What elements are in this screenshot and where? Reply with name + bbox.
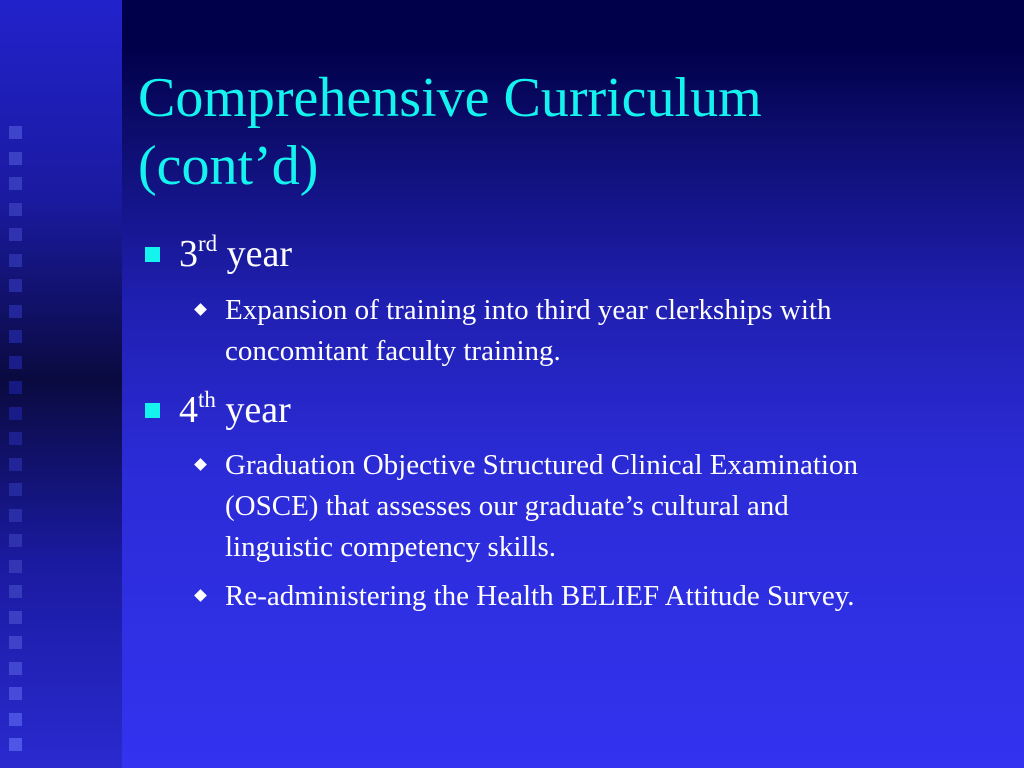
title-line-2: (cont’d): [138, 135, 319, 197]
decorative-square: [9, 483, 22, 496]
diamond-bullet-icon: [194, 589, 207, 602]
decorative-square: [9, 254, 22, 267]
sub-bullet-line: Graduation Objective Structured Clinical Examination: [225, 449, 858, 481]
decorative-square: [9, 458, 22, 471]
sub-bullet-line: Expansion of training into third year clerkships with: [225, 294, 832, 326]
decorative-square: [9, 738, 22, 751]
heading-4th-year: [179, 388, 291, 432]
decorative-square: [9, 509, 22, 522]
decorative-square: [9, 713, 22, 726]
left-decorative-band: [0, 0, 122, 768]
decorative-square: [9, 432, 22, 445]
sub-bullet-line: Re-administering the Health BELIEF Attitude Survey.: [225, 580, 855, 612]
decorative-square: [9, 228, 22, 241]
decorative-square: [9, 330, 22, 343]
heading-3rd-year: [179, 232, 292, 276]
decorative-square: [9, 381, 22, 394]
ordinal-suffix: th: [198, 387, 216, 412]
heading-label: year: [225, 389, 291, 431]
decorative-square: [9, 636, 22, 649]
heading-number: 4: [179, 389, 198, 431]
decorative-square-column: [4, 0, 32, 768]
heading-number: 3: [179, 233, 198, 275]
sub-bullet-line: linguistic competency skills.: [225, 531, 557, 563]
diamond-bullet-icon: [194, 458, 207, 471]
decorative-square: [9, 152, 22, 165]
diamond-bullet-icon: [194, 303, 207, 316]
square-bullet-icon: [145, 403, 160, 418]
square-bullet-icon: [145, 247, 160, 262]
decorative-square: [9, 126, 22, 139]
ordinal-suffix: rd: [198, 231, 218, 256]
decorative-square: [9, 407, 22, 420]
decorative-square: [9, 177, 22, 190]
decorative-square: [9, 560, 22, 573]
decorative-square: [9, 585, 22, 598]
decorative-square: [9, 611, 22, 624]
decorative-square: [9, 356, 22, 369]
heading-label: year: [226, 233, 293, 275]
decorative-square: [9, 534, 22, 547]
decorative-square: [9, 687, 22, 700]
title-line-1: Comprehensive Curriculum: [138, 67, 762, 129]
sub-bullet-line: concomitant faculty training.: [225, 335, 561, 367]
slide-title: [138, 64, 998, 200]
sub-bullet-line: (OSCE) that assesses our graduate’s cultural and: [225, 490, 789, 522]
decorative-square: [9, 662, 22, 675]
decorative-square: [9, 305, 22, 318]
decorative-square: [9, 279, 22, 292]
decorative-square: [9, 203, 22, 216]
